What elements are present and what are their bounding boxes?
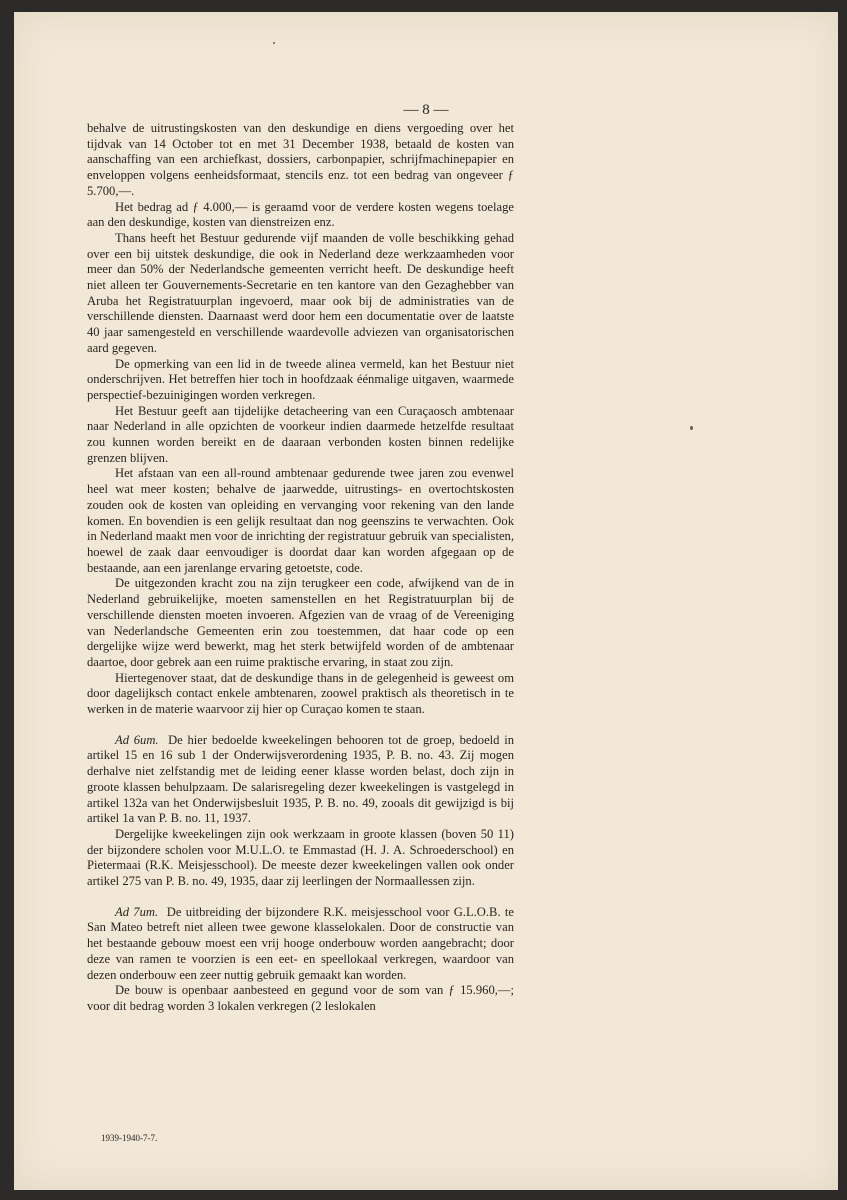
section-text: De uitbreiding der bijzondere R.K. meisjesschool voor G.L.O.B. te San Mateo betreft niet alleen twee gewone klasselokalen. Door de constructie van het bestaande gebouw moest een vrij hooge onderbouw worden aangebracht; door deze van ramen te voorzien is een eet- en speellokaal verkregen, waardoor van dezen onderbouw een zeer nuttig gebruik gemaakt kan worden. [87, 904, 514, 982]
section-label: Ad 7um. [115, 904, 159, 919]
section-label: Ad 6um. [115, 732, 159, 747]
paragraph: De bouw is openbaar aanbesteed en gegund voor de som van ƒ 15.960,—; voor dit bedrag worden 3 lokalen verkregen (2 leslokalen [87, 983, 514, 1013]
paragraph: Thans heeft het Bestuur gedurende vijf maanden de volle beschikking gehad over een bij uitstek deskundige, die ook in Nederland deze werkzaamheden voor meer dan 50% der Nederlandsche gemeenten verricht heeft. De deskundige heeft niet alleen ter Gouvernements-Secretarie en ten kantore van den Gezaghebber van Aruba het Registratuurplan ingevoerd, maar ook bij de administraties van de verschillende diensten. Daarnaast werd door hem een documentatie over de laatste 40 jaar samengesteld en verschillende waardevolle adviezen van organisatorischen aard gegeven. [87, 230, 514, 355]
paper-speck [273, 42, 275, 44]
document-page [14, 12, 838, 1190]
paragraph: De opmerking van een lid in de tweede alinea vermeld, kan het Bestuur niet onderschrijven. Het betreffen hier toch in hoofdzaak éénmalige uitgaven, waarmede perspectief-bezuinigingen worden verkregen. [87, 356, 514, 402]
page-number: — 8 — [403, 102, 449, 118]
section-text: De hier bedoelde kweekelingen behooren tot de groep, bedoeld in artikel 15 en 16 sub 1 der Onderwijsverordening 1935, P. B. no. 43. Zij mogen derhalve niet zelfstandig met de leiding eener klasse worden belast, doch zijn in groote klassen behulpzaam. De salarisregeling dezer kweekelingen is vastgelegd in artikel 132a van het Onderwijsbesluit 1935, P. B. no. 49, zooals dit gewijzigd is bij artikel 1a van P. B. no. 11, 1937. [87, 732, 514, 826]
paragraph: Het bedrag ad ƒ 4.000,— is geraamd voor de verdere kosten wegens toelage aan den deskundige, kosten van dienstreizen enz. [87, 199, 514, 230]
paragraph: behalve de uitrustingskosten van den deskundige en diens vergoeding over het tijdvak van 14 October tot en met 31 December 1938, betaald de kosten van aanschaffing van een archiefkast, dossiers, carbonpapier, schrijfmachinepapier en enveloppen volgens eenheidsformaat, stencils enz. tot een bedrag van ongeveer ƒ 5.700,—. [87, 121, 514, 198]
paragraph: Hiertegenover staat, dat de deskundige thans in de gelegenheid is geweest om door dagelijksch contact enkele ambtenaren, zoowel praktisch als theoretisch in te werken in de materie waarvoor zij hier op Curaçao komen te staan. [87, 670, 514, 717]
paragraph: Het afstaan van een all-round ambtenaar gedurende twee jaren zou evenwel heel wat meer kosten; behalve de jaarwedde, uitrustings- en overtochtskosten zouden ook de kosten van opleiding en vervanging voor rekening van den lande komen. En bovendien is een gelijk resultaat dan nog geenszins te verwachten. Ook in Nederland maakt men voor de inrichting der registratuur gebruik van specialisten, hoewel de zaak daar eenvoudiger is doordat daar kan worden afgegaan op de bestaande, aan een jarenlange ervaring getoetste, code. [87, 466, 514, 575]
paragraph: Dergelijke kweekelingen zijn ook werkzaam in groote klassen (boven 50 11) der bijzondere scholen voor M.U.L.O. te Emmastad (H. J. A. Schroederschool) en Pietermaai (R.K. Meisjesschool). De meeste dezer kweekelingen vallen ook onder artikel 275 van P. B. no. 49, 1935, daar zij leerlingen der Normaallessen zijn. [87, 826, 514, 889]
document-body [87, 121, 514, 1015]
section-ad-6 [87, 733, 514, 827]
section-ad-7 [87, 905, 514, 984]
footer-code: 1939-1940-7-7. [101, 1133, 158, 1143]
paper-speck [690, 426, 693, 430]
paragraph: De uitgezonden kracht zou na zijn terugkeer een code, afwijkend van de in Nederland gebruikelijke, moeten samenstellen en het Registratuurplan bij de verschillende diensten moeten invoeren. Afgezien van de vraag of de Vereeniging van Nederlandsche Gemeenten erin zou toestemmen, dat haar code op een dergelijke wijze werd bewerkt, mag het sterk betwijfeld worden of de ambtenaar daartoe, door gebrek aan een ruime praktische ervaring, in staat zou zijn. [87, 576, 514, 669]
paragraph: Het Bestuur geeft aan tijdelijke detacheering van een Curaçaosch ambtenaar naar Nederland in alle opzichten de voorkeur indien daarmede hetzelfde resultaat zou kunnen worden bereikt en de daaraan verbonden kosten binnen redelijke grenzen blijven. [87, 403, 514, 465]
